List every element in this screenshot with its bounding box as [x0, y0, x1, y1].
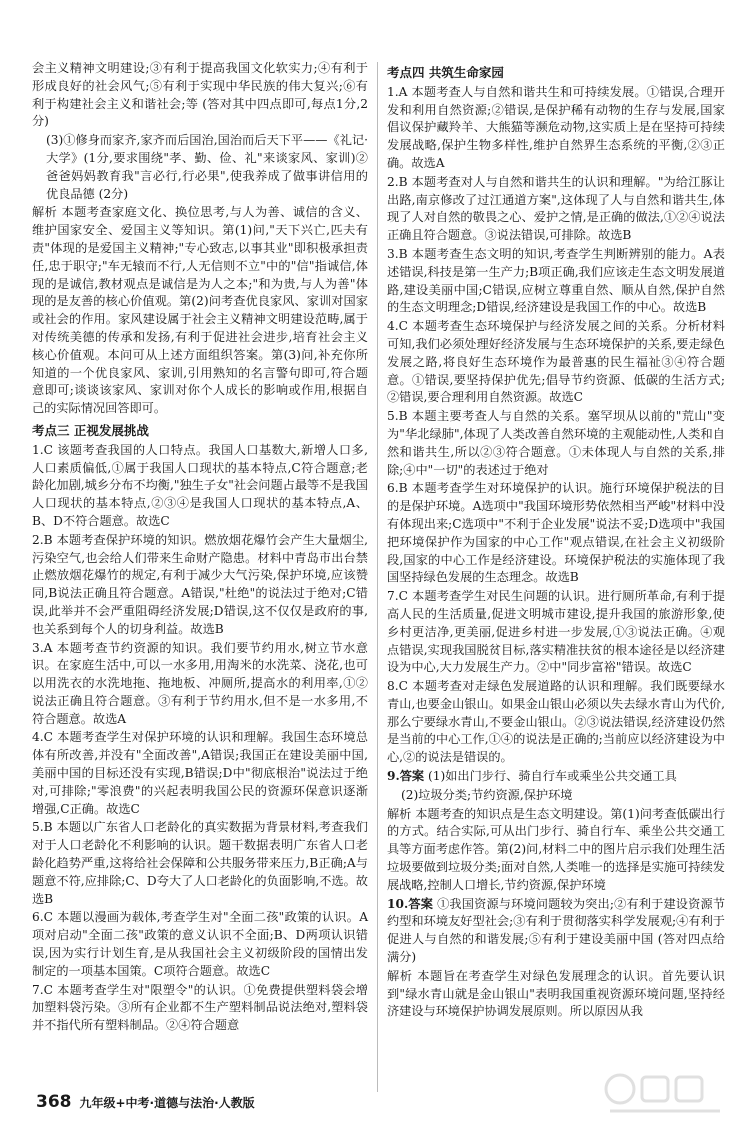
question-answer: 4.C 本题考查学生对保护环境的认识和理解。我国生态环境总体有所改善,并没有"全面改善",A错误;我国正在建设美丽中国,美丽中国的目标还没有实现,B错误;D中"彻底根治"说法过于绝对,可排除;"零浪费"的兴起表明我国公民的资源环保意识逐渐增强,C正确。故选C	[32, 730, 368, 816]
question-answer: 1.C 该题考查我国的人口特点。我国人口基数大,新增人口多,人口素质偏低,①属于我国人口现状的基本特点,C符合题意;老龄化加剧,城乡分布不均衡,"独生子女"社会问题占最等不是我国人口现状的基本特点,②③④是我国人口现状的基本特点,A、B、D不符合题意。故选C	[32, 442, 368, 528]
question-answer: 3.B 本题考查生态文明的知识,考查学生判断辨别的能力。A表述错误,科技是第一生产力;B项正确,我们应该走生态文明发展道路,建设美丽中国;C错误,应树立尊重自然、顺从自然,保护自然的生态文明理念;D错误,经济建设是我国工作的中心。故选B	[387, 246, 725, 315]
question-answer: 5.B 本题主要考查人与自然的关系。塞罕坝从以前的"荒山"变为"华北绿肺",体现了人类改善自然环境的主观能动性,人类和自然和谐共生,所以②③符合题意。①未体现人与自然的关系,排除;④中"一切"的表述过于绝对	[387, 409, 725, 477]
explanation-paragraph: 解析 本题考查的知识点是生态文明建设。第(1)问考查低碳出行的方式。结合实际,可从出门步行、骑自行车、乘坐公共交通工具等方面考虑作答。第(2)问,材料二中的图片启示我们处理生活垃圾要做到垃圾分类;面对自然,人类唯一的选择是实施可持续发展战略,控制人口增长,节约资源,保护环境	[387, 806, 726, 892]
question-answer: 6.B 本题考查学生对环境保护的认识。施行环境保护税法的目的是保护环境。A选项中"我国环境形势依然相当严峻"材料中没有体现出来;C选项中"不利于企业发展"说法不妥;D选项中"我国把环境保护作为国家的中心工作"观点错误,在社会主义初级阶段,国家的中心工作是经济建设。环境保护税法的实施体现了我国坚持绿色发展的生态理念。故选B	[387, 481, 725, 585]
watermark-logo	[600, 1067, 730, 1117]
answer-text: (2)垃圾分类;节约资源,保护环境	[401, 787, 573, 802]
answer-text: ①我国资源与环境问题较为突出;②有利于建设资源节约型和环境友好型社会;③有利于贯彻落实科学发展观;④有利于促进人与自然的和谐发展;⑤有利于建设美丽中国 (答对四点给满分)	[387, 896, 726, 965]
column-divider	[377, 62, 378, 1092]
page-number: 368	[36, 1092, 72, 1112]
book-title: 九年级+中考·道德与法治·人教版	[79, 1096, 255, 1110]
left-column	[32, 60, 368, 1036]
question-answer: 1.A 本题考查人与自然和谐共生和可持续发展。①错误,合理开发和利用自然资源;②错误,是保护稀有动物的生存与发展,国家倡议保护藏羚羊、大熊猫等濒危动物,这实质上是在坚持可持续发展战略,保护生物多样性,维护自然界生态系统的平衡,②③正确。故选A	[387, 84, 725, 170]
question-answer: 2.B 本题考查保护环境的知识。燃放烟花爆竹会产生大量烟尘,污染空气,也会给人们带来生命财产隐患。材料中青岛市出台禁止燃放烟花爆竹的规定,有利于减少大气污染,保护环境,应该赞同,B说法正确且符合题意。A错误,"杜绝"的说法过于绝对;C错误,此举并不会严重阻碍经济发展;D错误,这不仅仅是政府的事,也关系到每个人的切身利益。故选B	[32, 532, 368, 636]
question-answer: 5.B 本题以广东省人口老龄化的真实数据为背景材料,考查我们对于人口老龄化不利影响的认识。题干数据表明广东省人口老龄化趋势严重,这将给社会保障和公共服务带来压力,B正确;A与题意不符,应排除;C、D夸大了人口老龄化的负面影响,不选。故选B	[32, 820, 368, 906]
question-answer: 2.B 本题考查对人与自然和谐共生的认识和理解。"为给江豚让出路,南京修改了过江通道方案",这体现了人与自然和谐共生,体现了人对自然的敬畏之心、爱护之情,是正确的做法,①②④说法正确且符合题意。③说法错误,可排除。故选B	[387, 174, 725, 243]
section-heading: 考点四 共筑生命家园	[387, 65, 504, 80]
answer-line	[387, 896, 725, 967]
answer-paragraph: (3)①修身而家齐,家齐而后国治,国治而后天下平——《礼记·大学》(1分,要求围绕"孝、勤、俭、礼"来谈家风、家训)②爸爸妈妈教育我"言必行,行必果",使我养成了做事讲信用的优良品德 (2分)	[46, 133, 368, 201]
question-answer: 4.C 本题考查生态环境保护与经济发展之间的关系。分析材料可知,我们必须处理好经济发展与生态环境保护的关系,要走绿色发展之路,将良好生态环境作为最普惠的民生福祉③④符合题意。①错误,要坚持保护优先;倡导节约资源、低碳的生活方式;②错误,要合理利用自然资源。故选C	[387, 319, 725, 405]
answer-paragraph: 会主义精神文明建设;③有利于提高我国文化软实力;④有利于形成良好的社会风气;⑤有利于实现中华民族的伟大复兴;⑥有利于构建社会主义和谐社会;等 (答对其中四点即可,每点1分,2分)	[32, 61, 368, 129]
explanation-paragraph: 解析 本题考查家庭文化、换位思考,与人为善、诚信的含义、维护国家安全、爱国主义等知识。第(1)问,"天下兴亡,匹夫有责"体现的是爱国主义精神;"专心致志,以事其业"即积极承担责任,忠于职守;"车无辕而不行,人无信则不立"中的"信"指诚信,体现的是诚信,教材观点是诚信是为人之本;"和为贵,与人为善"体现的是友善的核心价值观。第(2)问考查优良家风、家训对国家或社会的作用。家风建设属于社会主义精神文明建设范畴,属于对传统美德的传承和发扬,有利于促进社会进步,培育社会主义核心价值观。本问可从上述方面组织答案。第(3)问,补充你所知道的一个优良家风、家训,引用熟知的名言警句即可,符合题意即可;谈谈该家风、家训对你个人成长的影响或作用,根据自己的实际情况回答即可。	[32, 205, 368, 416]
question-answer: 7.C 本题考查学生对民生问题的认识。进行厕所革命,有利于提高人民的生活质量,促进文明城市建设,提升我国的旅游形象,使乡村更洁净,更美丽,促进乡村进一步发展,①③说法正确。④观点错误,实现我国脱贫目标,落实精准扶贫的根本途径是以经济建设为中心,大力发展生产力。②中"同步富裕"错误。故选C	[387, 589, 725, 675]
question-answer: 6.C 本题以漫画为载体,考查学生对"全面二孩"政策的认识。A项对启动"全面二孩"政策的意义认识不全面;B、D两项认识错误,因为实行计划生育,是从我国社会主义初级阶段的国情出发制定的一项基本国策。C项符合题意。故选C	[32, 910, 368, 978]
section-heading: 考点三 正视发展挑战	[32, 422, 149, 438]
question-answer: 3.A 本题考查节约资源的知识。我们要节约用水,树立节水意识。在家庭生活中,可以一水多用,用淘米的水洗菜、浇花,也可以用洗衣的水洗地拖、拖地板、冲厕所,提高水的利用率,①②说法正确且符合题意。③有利于节约用水,但不是一水多用,不符合题意。故选A	[32, 640, 368, 726]
answer-label: 9.答案	[387, 769, 425, 784]
explanation-paragraph: 解析 本题旨在考查学生对绿色发展理念的认识。首先要认识到"绿水青山就是金山银山"表明我国重视资源环境问题,坚持经济建设与环境保护协调发展原则。所以原因从我	[387, 968, 725, 1019]
answer-label: 10.答案	[387, 896, 434, 911]
answer-text: (1)如出门步行、骑自行车或乘坐公共交通工具	[427, 769, 677, 784]
right-column	[387, 60, 725, 1022]
page-footer	[36, 1092, 255, 1112]
question-answer: 7.C 本题考查学生对"限塑令"的认识。①免费提供塑料袋会增加塑料袋污染。③所有企业都不生产塑料制品说法绝对,塑料袋并不指代所有塑料制品。②④符合题意	[32, 982, 368, 1033]
question-answer: 8.C 本题考查对走绿色发展道路的认识和理解。我们既要绿水青山,也要金山银山。如果金山银山必须以失去绿水青山为代价,那么宁要绿水青山,不要金山银山。②③说法错误,经济建设仍然是当前的中心工作,①④的说法是正确的;当前应以经济建设为中心,②的说法是错误的。	[387, 679, 725, 765]
answer-line	[387, 768, 725, 786]
